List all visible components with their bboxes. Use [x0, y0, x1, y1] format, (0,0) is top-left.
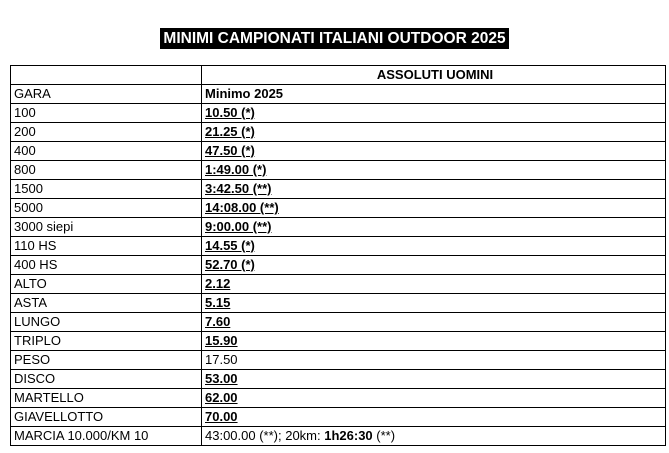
minimum-value-part: 1h26:30 [324, 428, 373, 443]
minimum-value: 52.70 (*) [205, 257, 255, 272]
minimum-cell [202, 370, 666, 389]
event-cell: 5000 [11, 199, 202, 218]
category-header-row [11, 66, 666, 85]
column-header-row [11, 85, 666, 104]
minimum-cell [202, 408, 666, 427]
event-cell: MARCIA 10.000/KM 10 [11, 427, 202, 446]
page-title: MINIMI CAMPIONATI ITALIANI OUTDOOR 2025 [160, 28, 508, 49]
table-row [11, 123, 666, 142]
category-header: ASSOLUTI UOMINI [202, 66, 666, 85]
column-header-minimum: Minimo 2025 [202, 85, 666, 104]
empty-header-cell [11, 66, 202, 85]
minimum-value-part: (**) [372, 428, 396, 443]
minimum-value: 14.55 (*) [205, 238, 255, 253]
minimum-cell [202, 199, 666, 218]
table-row [11, 199, 666, 218]
table-row [11, 389, 666, 408]
minimum-cell [202, 104, 666, 123]
minimum-value: 3:42.50 (**) [205, 181, 272, 196]
event-cell: 110 HS [11, 237, 202, 256]
event-cell: 400 [11, 142, 202, 161]
minimum-value: 70.00 [205, 409, 238, 424]
minimi-table [10, 65, 666, 446]
table-row [11, 237, 666, 256]
table-row [11, 218, 666, 237]
table-row [11, 408, 666, 427]
event-cell: 1500 [11, 180, 202, 199]
event-cell: GIAVELLOTTO [11, 408, 202, 427]
minimum-value: 53.00 [205, 371, 238, 386]
table-row [11, 427, 666, 446]
event-cell: ASTA [11, 294, 202, 313]
minimum-value: 62.00 [205, 390, 238, 405]
table-row [11, 294, 666, 313]
minimum-cell: 17.50 [202, 351, 666, 370]
minimum-cell [202, 389, 666, 408]
event-cell: 3000 siepi [11, 218, 202, 237]
minimum-cell [202, 142, 666, 161]
minimum-cell [202, 123, 666, 142]
minimum-cell [202, 313, 666, 332]
event-cell: 100 [11, 104, 202, 123]
event-cell: LUNGO [11, 313, 202, 332]
table-row [11, 275, 666, 294]
event-cell: PESO [11, 351, 202, 370]
event-cell: 400 HS [11, 256, 202, 275]
table-row [11, 313, 666, 332]
minimum-value: 9:00.00 (**) [205, 219, 272, 234]
minimum-cell [202, 427, 666, 446]
minimum-value: 1:49.00 (*) [205, 162, 267, 177]
event-cell: ALTO [11, 275, 202, 294]
minimum-cell [202, 294, 666, 313]
minimum-value-part: 43:00.00 (**); 20km: [205, 428, 325, 443]
table-row [11, 370, 666, 389]
minimum-cell [202, 180, 666, 199]
table-row [11, 180, 666, 199]
minimum-cell [202, 237, 666, 256]
event-cell: 200 [11, 123, 202, 142]
minimum-value: 14:08.00 (**) [205, 200, 279, 215]
table-row [11, 351, 666, 370]
minimum-value: 10.50 (*) [205, 105, 255, 120]
table-row [11, 332, 666, 351]
event-cell: MARTELLO [11, 389, 202, 408]
minimum-cell [202, 256, 666, 275]
minimum-value: 47.50 (*) [205, 143, 255, 158]
minimum-cell [202, 332, 666, 351]
minimum-cell [202, 218, 666, 237]
event-cell: 800 [11, 161, 202, 180]
table-row [11, 142, 666, 161]
event-cell: DISCO [11, 370, 202, 389]
minimum-cell [202, 161, 666, 180]
minimum-value: 21.25 (*) [205, 124, 255, 139]
table-row [11, 256, 666, 275]
minimum-value: 15.90 [205, 333, 238, 348]
event-cell: TRIPLO [11, 332, 202, 351]
minimum-value: 2.12 [205, 276, 231, 291]
table-row [11, 161, 666, 180]
minimum-value: 5.15 [205, 295, 231, 310]
minimum-cell [202, 275, 666, 294]
table-row [11, 104, 666, 123]
column-header-event: GARA [11, 85, 202, 104]
title-container [0, 28, 669, 49]
minimum-value: 7.60 [205, 314, 231, 329]
